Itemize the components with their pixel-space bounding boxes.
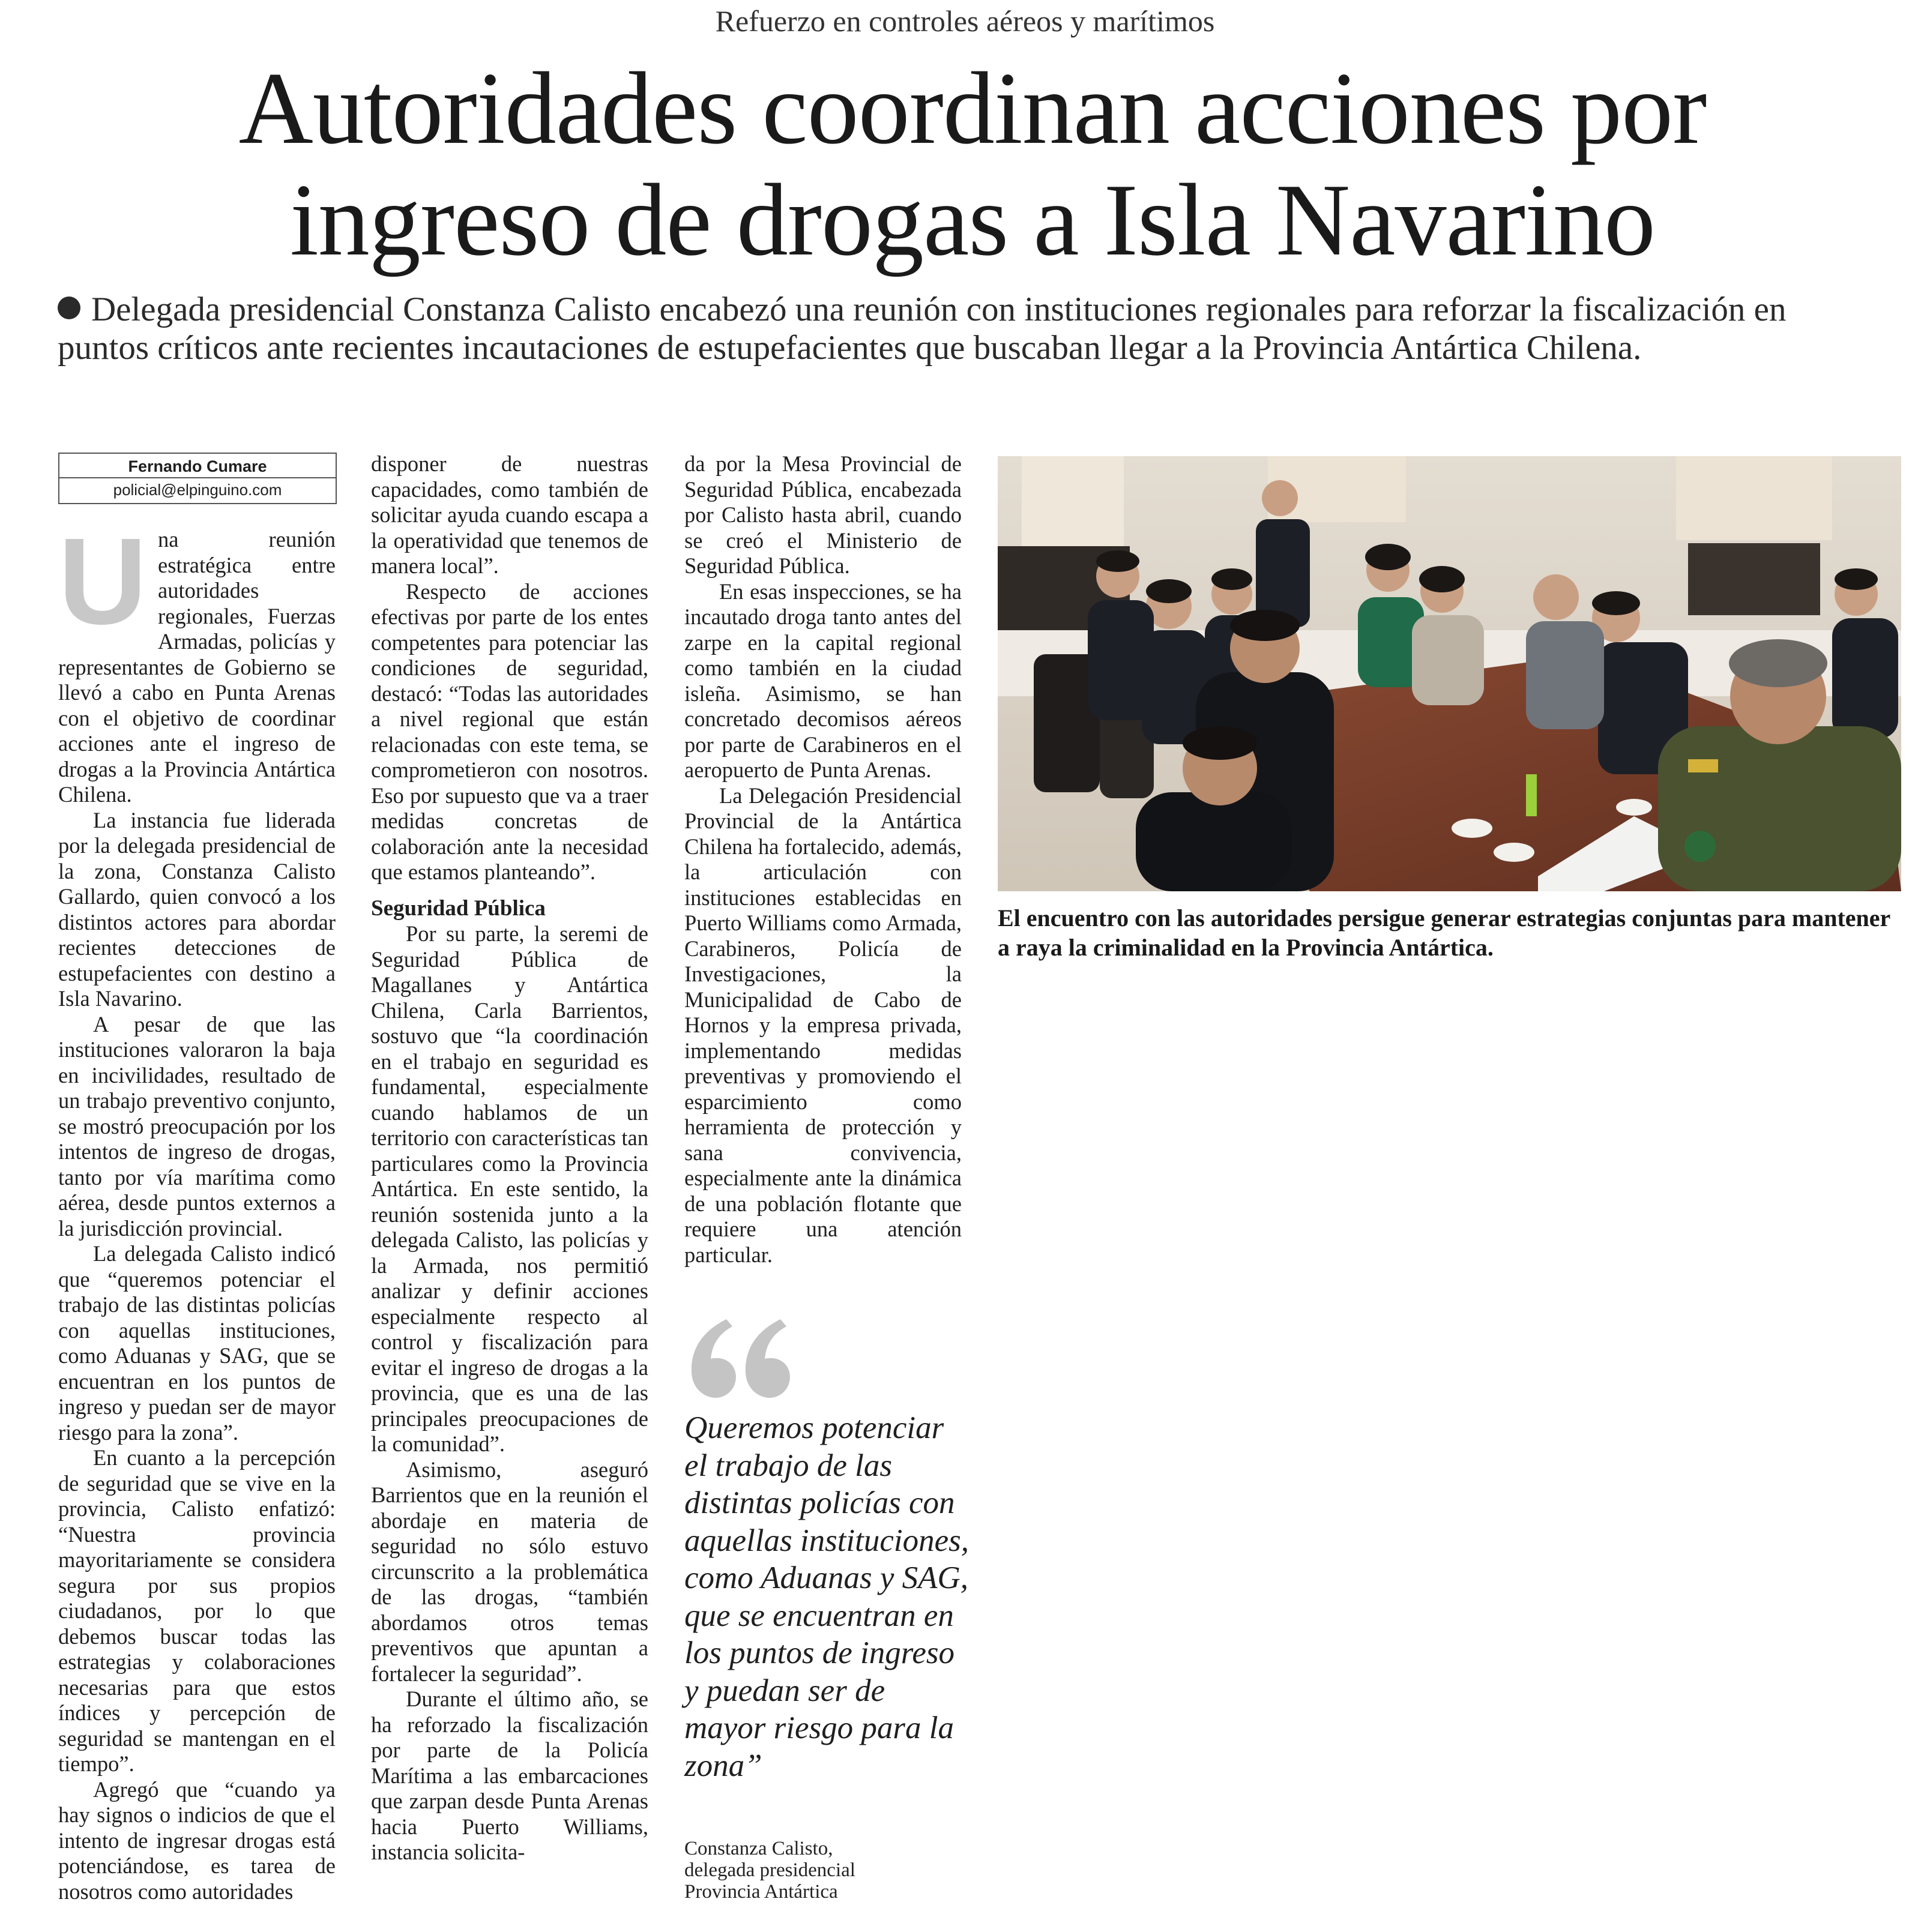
headline-line-1: Autoridades coordinan acciones por xyxy=(238,52,1707,166)
paragraph: La delegada Calisto indicó que “queremos potenciar el trabajo de las distintas policías con aquellas instituciones, como Aduanas y SAG, que se encuentran en los puntos de ingreso y puedan ser de mayor riesgo para la zona”. xyxy=(58,1241,336,1445)
paragraph: na reunión estratégica entre autoridades regionales, Fuerzas Armadas, policías y representantes de Gobierno se llevó a cabo en Punta Arenas con el objetivo de coordinar acciones ante el ingreso de drogas a la Provincia Antártica Chilena. xyxy=(58,527,336,807)
pull-quote: Queremos potenciar el trabajo de las distintas policías con aquellas instituciones, como Aduanas y SAG, que se encuentran en los puntos de ingreso y puedan ser de mayor riesgo para la zona” xyxy=(684,1410,970,1783)
paragraph: disponer de nuestras capacidades, como también de solicitar ayuda cuando escapa a la operatividad que tenemos de manera local”. xyxy=(371,451,648,578)
photo-caption: El encuentro con las autoridades persigue generar estrategias conjuntas para mantener a raya la criminalidad en la Provincia Antártica. xyxy=(998,904,1890,961)
paragraph: En cuanto a la percepción de seguridad que se vive en la provincia, Calisto enfatizó: “Nuestra provincia mayoritariamente se considera segura por sus propios ciudadanos, por lo que debemos buscar todas las estrategias y colaboraciones necesarias para que estos índices y percepción de seguridad se mantengan en el tiempo”. xyxy=(58,1445,336,1776)
paragraph: Asimismo, aseguró Barrientos que en la reunión el abordaje en materia de seguridad no sólo estuvo circunscrito a la problemática de las drogas, “también abordamos otros temas preventivos que apuntan a fortalecer la seguridad”. xyxy=(371,1457,648,1686)
bullet-icon xyxy=(58,296,80,319)
paragraph: Durante el último año, se ha reforzado la fiscalización por parte de la Policía Marítima a las embarcaciones que zarpan desde Punta Arenas hacia Puerto Williams, instancia solicita- xyxy=(371,1687,648,1864)
paragraph: Respecto de acciones efectivas por parte de los entes competentes para potenciar las condiciones de seguridad, destacó: “Todas las autoridades a nivel regional que están relacionadas con este tema, se comprometieron con nosotros. Eso por supuesto que va a traer medidas concretas de colaboración ante la necesidad que estamos planteando”. xyxy=(371,579,648,884)
headline-line-2: ingreso de drogas a Isla Navarino xyxy=(290,163,1655,277)
quote-mark-icon xyxy=(684,1313,792,1403)
paragraph: Por su parte, la seremi de Seguridad Pública de Magallanes y Antártica Chilena, Carla Barrientos, sostuvo que “la coordinación en el trabajo en seguridad es fundamental, especialmente cuando hablamos de un territorio con características tan particulares como la Provincia Antártica. En este sentido, la reunión sostenida junto a la delegada Calisto, las policías y la Armada, nos permitió analizar y definir acciones especialmente respecto al control y fiscalización para evitar el ingreso de drogas a la provincia, que es una de las principales preocupaciones de la comunidad”. xyxy=(371,921,648,1456)
drop-cap: U xyxy=(58,513,148,650)
lead-paragraph xyxy=(58,290,1859,367)
article-column-3 xyxy=(684,451,962,1268)
paragraph: La Delegación Presidencial Provincial de la Antártica Chilena ha fortalecido, además, la articulación con instituciones establecidas en Puerto Williams como Armada, Carabineros, Policía de Investigaciones, la Municipalidad de Cabo de Hornos y la empresa privada, implementando medidas preventivas y promoviendo el esparcimiento como herramienta de protección y sana convivencia, especialmente ante la dinámica de una población flotante que requiere una atención particular. xyxy=(684,783,962,1267)
paragraph: Agregó que “cuando ya hay signos o indicios de que el intento de ingresar drogas está potenciándose, es tarea de nosotros como autoridades xyxy=(58,1777,336,1904)
attribution-line: Provincia Antártica xyxy=(684,1881,838,1903)
author-name: Fernando Cumare xyxy=(59,454,336,478)
article-column-1 xyxy=(58,513,336,1904)
attribution-line: Constanza Calisto, xyxy=(684,1838,833,1859)
paragraph: La instancia fue liderada por la delegada presidencial de la zona, Constanza Calisto Gallardo, quien convocó a los distintos actores para abordar recientes detecciones de estupefacientes con destino a Isla Navarino. xyxy=(58,807,336,1011)
attribution-line: delegada presidencial xyxy=(684,1859,855,1881)
paragraph: A pesar de que las instituciones valoraron la baja en incivilidades, resultado de un trabajo preventivo conjunto, se mostró preocupación por los intentos de ingreso de drogas, tanto por vía marítima como aérea, desde puntos externos a la jurisdicción provincial. xyxy=(58,1011,336,1241)
meeting-photo xyxy=(998,456,1901,891)
pull-quote-attribution xyxy=(684,1838,985,1903)
subheading: Seguridad Pública xyxy=(371,895,546,921)
headline xyxy=(84,53,1861,276)
kicker: Refuerzo en controles aéreos y marítimos xyxy=(715,4,1215,38)
paragraph: En esas inspecciones, se ha incautado droga tanto antes del zarpe en la capital regional como también en la ciudad isleña. Asimismo, se han concretado decomisos aéreos por parte de Carabineros en el aeropuerto de Punta Arenas. xyxy=(684,579,962,782)
lead-text: Delegada presidencial Constanza Calisto encabezó una reunión con instituciones regionales para reforzar la fiscalización en puntos críticos ante recientes incautaciones de estupefacientes que buscaban llegar a la Provincia Antártica Chilena. xyxy=(58,290,1787,367)
byline-box xyxy=(58,453,337,504)
paragraph: da por la Mesa Provincial de Seguridad Pública, encabezada por Calisto hasta abril, cuando se creó el Ministerio de Seguridad Pública. xyxy=(684,451,962,578)
author-email: policial@elpinguino.com xyxy=(113,481,282,499)
article-column-2 xyxy=(371,451,648,1865)
